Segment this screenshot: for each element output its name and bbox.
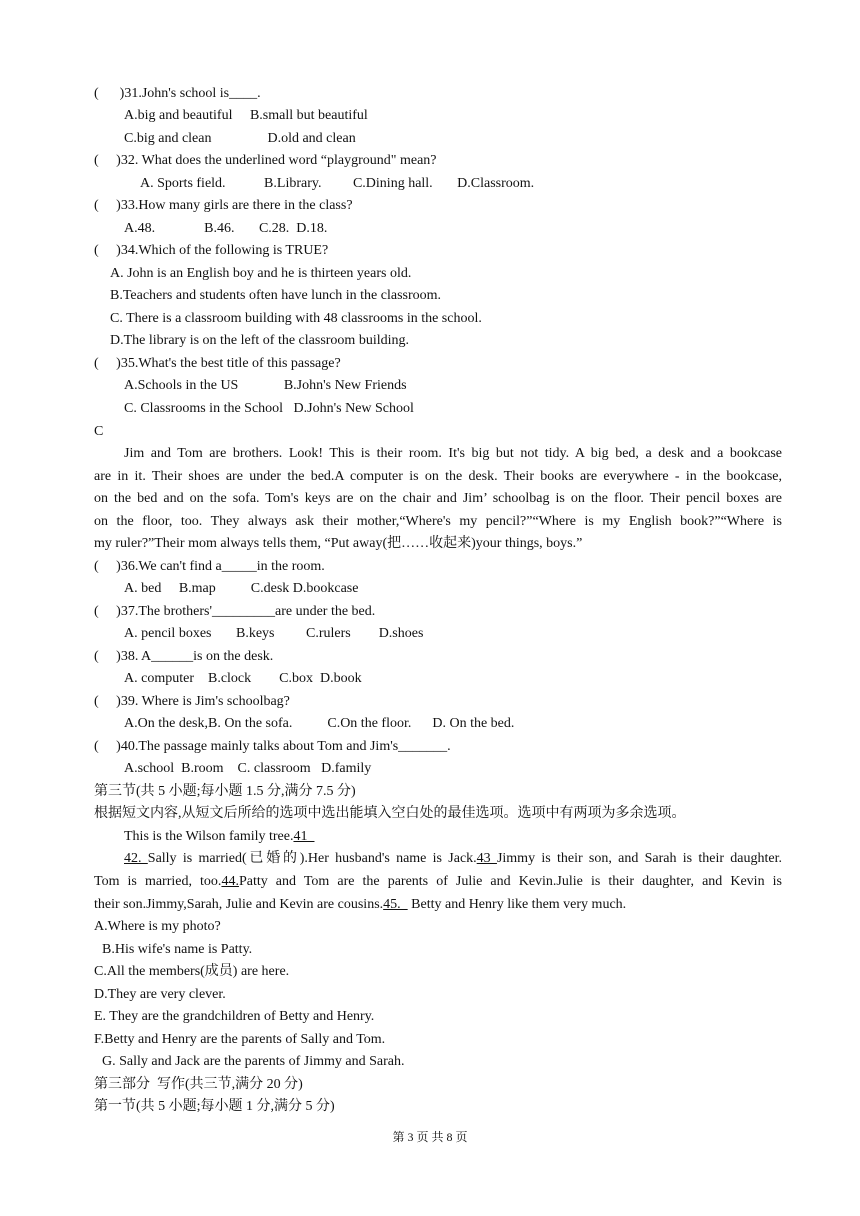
question-37: ( )37.The brothers'_________are under the bed. [94,604,376,619]
question-35-options-cd: C. Classrooms in the School D.John's New School [124,401,414,416]
cloze-text: This is the Wilson family tree. [124,829,294,844]
cloze-line-2 [124,848,782,870]
question-40: ( )40.The passage mainly talks about Tom and Jim's_______. [94,739,451,754]
cloze-option-d: D.They are very clever. [94,987,226,1002]
cloze-text: Patty and Tom are the parents of Julie and Kevin.Julie is their daughter, and Kevin is [238,874,782,889]
question-34: ( )34.Which of the following is TRUE? [94,243,329,258]
question-39-options: A.On the desk,B. On the sofa. C.On the floor. D. On the bed. [124,716,515,731]
question-36-options: A. bed B.map C.desk D.bookcase [124,581,359,596]
cloze-line-4 [94,894,784,916]
question-40-options: A.school B.room C. classroom D.family [124,761,372,776]
question-36: ( )36.We can't find a_____in the room. [94,559,325,574]
blank-41: 41 [293,829,315,844]
question-37-options: A. pencil boxes B.keys C.rulers D.shoes [124,626,424,641]
section-3-header: 第三节(共 5 小题;每小题 1.5 分,满分 7.5 分) [94,784,356,799]
cloze-option-f: F.Betty and Henry are the parents of Sally and Tom. [94,1032,386,1047]
question-34-option-c: C. There is a classroom building with 48 classrooms in the school. [110,311,482,326]
question-38: ( )38. A______is on the desk. [94,649,274,664]
blank-45: 45. [383,897,408,912]
question-31: ( )31.John's school is____. [94,86,261,101]
cloze-text: Jimmy is their son, and Sarah is their daughter. [496,851,783,866]
cloze-text: their son.Jimmy,Sarah, Julie and Kevin are cousins. [94,897,384,912]
question-35: ( )35.What's the best title of this passage? [94,356,341,371]
cloze-text: Betty and Henry like them very much. [407,897,627,912]
cloze-option-b: B.His wife's name is Patty. [102,942,253,957]
cloze-option-a: A.Where is my photo? [94,919,221,934]
question-38-options: A. computer B.clock C.box D.book [124,671,362,686]
cloze-line-1 [124,826,784,848]
cloze-text: Sally is married(已婚的).Her husband's name is Jack. [147,851,477,866]
cloze-text: Tom is married, too. [94,874,222,889]
passage-line-5: my ruler?”Their mom always tells them, “Put away(把……收起来)your things, boys.” [94,536,583,551]
question-31-options-cd: C.big and clean D.old and clean [124,131,356,146]
question-33: ( )33.How many girls are there in the class? [94,198,353,213]
section-c-label: C [94,424,104,439]
cloze-option-e: E. They are the grandchildren of Betty and Henry. [94,1009,375,1024]
passage-line-4: on the floor, too. They always ask their mother,“Where's my pencil?”“Where is my English book?”“Where is [94,514,782,529]
question-32: ( )32. What does the underlined word “playground" mean? [94,153,437,168]
blank-42: 42. [124,851,148,866]
question-33-options: A.48. B.46. C.28. D.18. [124,221,328,236]
question-31-options-ab: A.big and beautiful B.small but beautiful [124,108,368,123]
question-34-option-d: D.The library is on the left of the classroom building. [110,333,409,348]
blank-44: 44. [221,874,239,889]
cloze-line-3 [94,871,782,893]
question-39: ( )39. Where is Jim's schoolbag? [94,694,290,709]
writing-part-header: 第三部分 写作(共三节,满分 20 分) [94,1077,303,1092]
passage-line-1: Jim and Tom are brothers. Look! This is their room. It's big but not tidy. A big bed, a desk and a bookcase [124,446,782,461]
question-34-option-b: B.Teachers and students often have lunch in the classroom. [110,288,442,303]
passage-line-3: on the bed and on the sofa. Tom's keys are on the chair and Jim’ schoolbag is on the floor. Their pencil boxes are [94,491,782,506]
section-3-instruction: 根据短文内容,从短文后所给的选项中选出能填入空白处的最佳选项。选项中有两项为多余选项。 [94,806,686,821]
passage-line-2: are in it. Their shoes are under the bed.A computer is on the desk. Their books are everywhere - in the bookcase, [94,469,782,484]
page-number: 第 3 页 共 8 页 [392,1130,468,1144]
question-32-options: A. Sports field. B.Library. C.Dining hall. D.Classroom. [140,176,535,191]
question-35-options-ab: A.Schools in the US B.John's New Friends [124,378,407,393]
blank-43: 43 [476,851,497,866]
writing-section-1-header: 第一节(共 5 小题;每小题 1 分,满分 5 分) [94,1099,335,1114]
cloze-option-c: C.All the members(成员) are here. [94,964,290,979]
cloze-option-g: G. Sally and Jack are the parents of Jimmy and Sarah. [102,1054,405,1069]
question-34-option-a: A. John is an English boy and he is thirteen years old. [110,266,412,281]
